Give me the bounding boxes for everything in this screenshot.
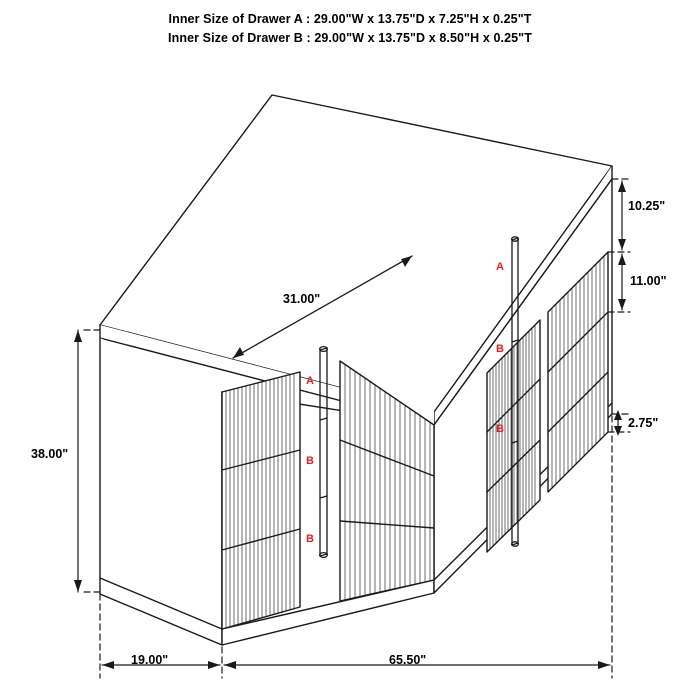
drawer-label-b3: B bbox=[496, 343, 504, 355]
drawer-label-a2: A bbox=[496, 261, 504, 273]
drawer-label-a1: A bbox=[306, 375, 314, 387]
dim-label-plinth: 2.75" bbox=[628, 416, 659, 430]
left-side-panel bbox=[100, 338, 222, 645]
dim-mid-section bbox=[618, 254, 626, 310]
drawer-label-b4: B bbox=[496, 423, 504, 435]
dim-label-width-total: 65.50" bbox=[389, 653, 427, 667]
dim-label-depth: 19.00" bbox=[131, 653, 169, 667]
dim-label-height-total: 38.00" bbox=[31, 447, 69, 461]
dim-top-section bbox=[618, 181, 626, 250]
dim-label-top-diagonal: 31.00" bbox=[283, 292, 321, 306]
drawer-label-b2: B bbox=[306, 533, 314, 545]
drawer-a-note: Inner Size of Drawer A : 29.00"W x 13.75"D x 7.25"H x 0.25"T bbox=[168, 12, 532, 26]
dim-label-top-section: 10.25" bbox=[628, 199, 666, 213]
dim-label-mid-section: 11.00" bbox=[630, 274, 667, 288]
dim-height-total bbox=[74, 330, 99, 592]
drawer-label-b1: B bbox=[306, 455, 314, 467]
drawer-b-note: Inner Size of Drawer B : 29.00"W x 13.75"D x 8.50"H x 0.25"T bbox=[168, 31, 532, 45]
